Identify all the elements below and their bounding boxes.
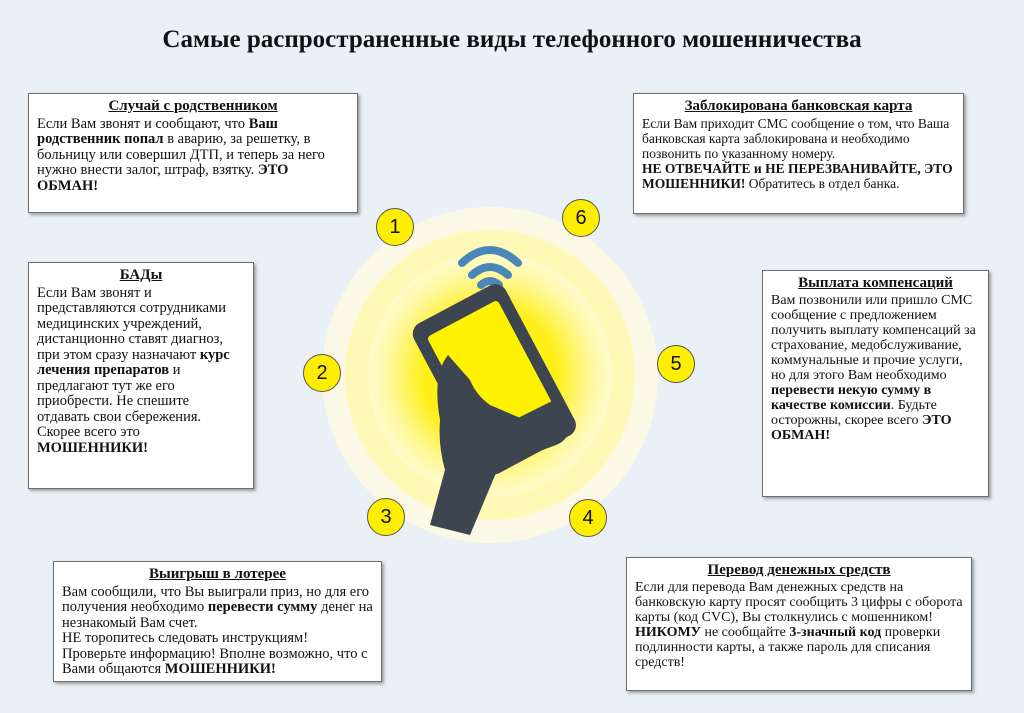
card-lottery (53, 561, 382, 682)
card-relative (28, 93, 358, 213)
card-relative-text: Если Вам звонят и сообщают, что Ваш родственник попал в аварию, за решетку, в больницу или совершил ДТП, и теперь за него нужно внести залог, штраф, взятку. ЭТО ОБМАН! (37, 115, 325, 194)
card-blocked (633, 93, 964, 214)
card-relative-heading: Случай с родственником (108, 98, 278, 114)
card-transfer-heading: Перевод денежных средств (707, 562, 891, 578)
number-badge-5: 5 (657, 345, 695, 383)
card-compensation-text: Вам позвонили или пришло СМС сообщение с предложением получить выплату компенсаций за страхование, медобслуживание, коммунальные и прочие услуги, но для этого Вам необходимо перевести некую сумму в качестве комиссии. Будьте осторожны, скорее всего ЭТО ОБМАН! (771, 293, 976, 443)
card-bad-text: Если Вам звонят и представляются сотрудниками медицинских учреждений, дистанционно ставят диагноз, при этом сразу назначают курс лечения препаратов и предлагают тут же его приобрести. Не спешите отдавать свои сбережения. Скорее всего это МОШЕННИКИ! (37, 284, 230, 456)
card-blocked-heading: Заблокирована банковская карта (684, 98, 913, 114)
card-bad (28, 262, 254, 489)
card-bad-heading: БАДы (119, 267, 163, 283)
number-badge-4: 4 (569, 499, 607, 537)
number-badge-6: 6 (562, 199, 600, 237)
card-transfer-text: Если для перевода Вам денежных средств на банковскую карту просят сообщить 3 цифры с оборота карты (код CVC), Вы столкнулись с мошенником! НИКОМУ не сообщайте 3-значный код проверки подлинности карты, а также пароль для списания средств! (635, 580, 963, 670)
card-blocked-text: Если Вам приходит СМС сообщение о том, что Ваша банковская карта заблокирована и необходимо позвонить по указанному номеру. НЕ ОТВЕЧАЙТЕ и НЕ ПЕРЕЗВАНИВАЙТЕ, ЭТО МОШЕННИКИ! Обратитесь в отдел банка. (642, 116, 953, 191)
card-lottery-text: Вам сообщили, что Вы выиграли приз, но для его получения необходимо перевести сумму денег на незнакомый Вам счет. НЕ торопитесь следовать инструкциям! Проверьте информацию! Вполне возможно, что с Вами общаются МОШЕННИКИ! (62, 583, 373, 677)
card-transfer (626, 557, 972, 691)
number-badge-1: 1 (376, 208, 414, 246)
card-compensation (762, 270, 989, 497)
page-title: Самые распространенные виды телефонного мошенничества (162, 26, 862, 53)
card-lottery-heading: Выигрыш в лотерее (149, 566, 286, 582)
number-badge-2: 2 (303, 354, 341, 392)
phone-in-hand-icon (320, 205, 660, 545)
card-compensation-heading: Выплата компенсаций (798, 275, 953, 291)
number-badge-3: 3 (367, 498, 405, 536)
